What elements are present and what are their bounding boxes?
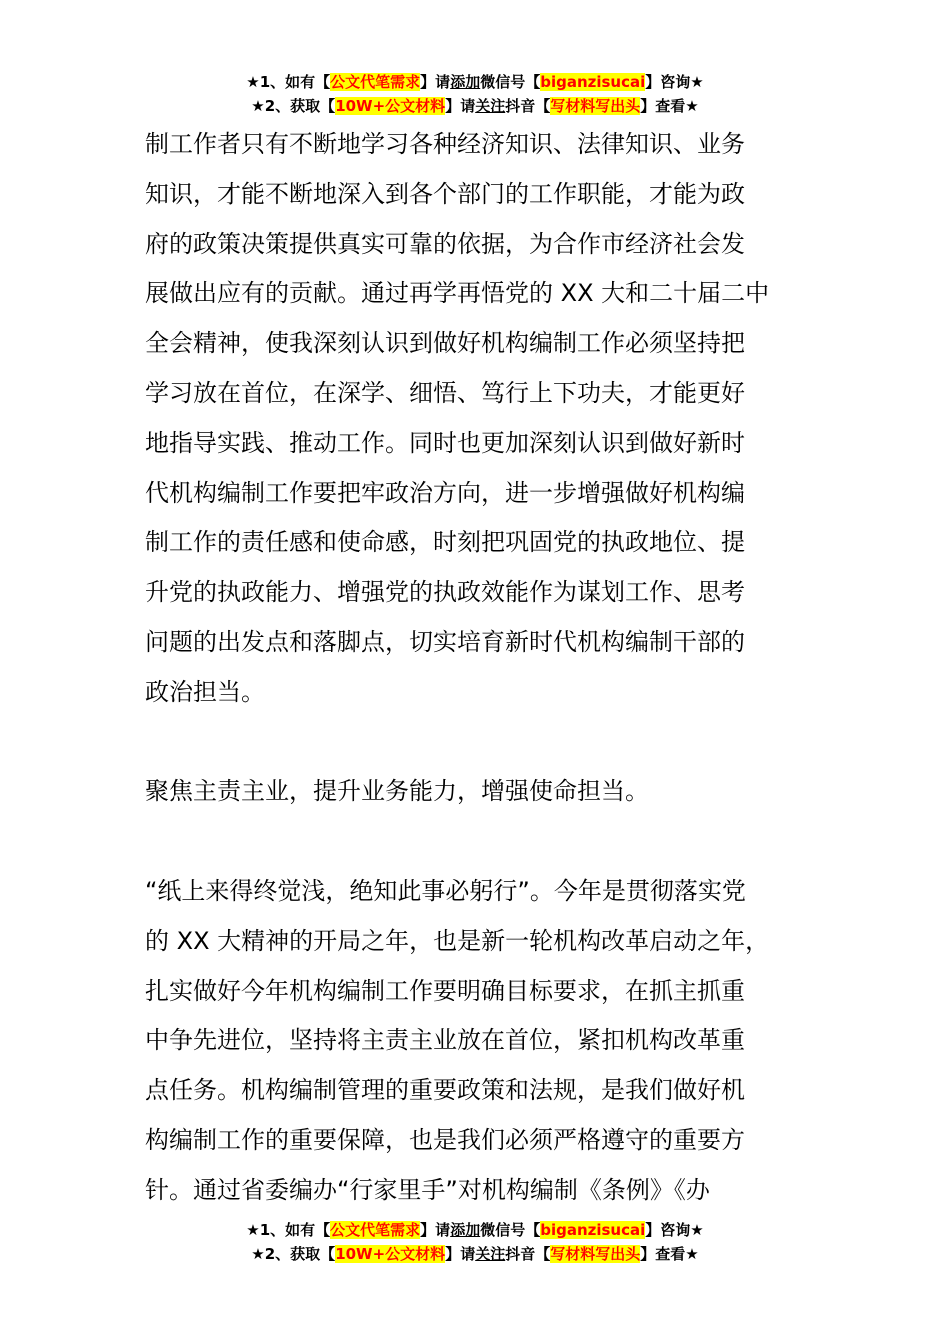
promo-underlined: 关注 <box>475 1245 506 1263</box>
promo-underlined: 关注 <box>475 97 506 115</box>
promo-line-1 <box>0 70 950 94</box>
promo-text: 】请 <box>445 1245 476 1263</box>
body-line: 制工作者只有不断地学习各种经济知识、法律知识、业务 <box>145 130 745 158</box>
body-line: 展做出应有的贡献。通过再学再悟党的 XX 大和二十届二中 <box>145 279 770 308</box>
body-line: 全会精神，使我深刻认识到做好机构编制工作必须坚持把 <box>145 329 745 358</box>
footer-promo-banner <box>0 1218 950 1266</box>
body-line: 代机构编制工作要把牢政治方向，进一步增强做好机构编 <box>145 478 745 507</box>
body-line: 中争先进位，坚持将主责主业放在首位，紧扣机构改革重 <box>145 1026 745 1055</box>
promo-text: ★1、如有【 <box>246 1221 331 1239</box>
promo-highlight: 10W+公文材料 <box>335 97 446 115</box>
body-line: “纸上来得终觉浅，绝知此事必躬行”。今年是贯彻落实党 <box>145 876 746 905</box>
promo-text: 】查看★ <box>640 97 699 115</box>
promo-text: 】请 <box>445 97 476 115</box>
body-line: 制工作的责任感和使命感，时刻把巩固党的执政地位、提 <box>145 528 745 557</box>
promo-text: ★1、如有【 <box>246 73 331 91</box>
promo-text: 抖音【 <box>505 97 551 115</box>
body-line: 扎实做好今年机构编制工作要明确目标要求，在抓主抓重 <box>145 976 745 1005</box>
body-line: 构编制工作的重要保障，也是我们必须严格遵守的重要方 <box>145 1125 745 1154</box>
promo-text: 】请 <box>420 1221 451 1239</box>
promo-text: ★2、获取【 <box>251 1245 336 1263</box>
promo-text: 】请 <box>420 73 451 91</box>
promo-text: 微信号【 <box>480 73 541 91</box>
body-line: 政治担当。 <box>145 677 265 706</box>
promo-text: 抖音【 <box>505 1245 551 1263</box>
promo-highlight: 写材料写出头 <box>550 1245 641 1263</box>
promo-highlight: 公文代笔需求 <box>330 73 421 91</box>
body-line: 府的政策决策提供真实可靠的依据，为合作市经济社会发 <box>145 229 745 258</box>
promo-text: ★2、获取【 <box>251 97 336 115</box>
promo-line-2 <box>0 94 950 118</box>
body-line: 升党的执政能力、增强党的执政效能作为谋划工作、思考 <box>145 578 745 607</box>
promo-text: 】咨询★ <box>645 1221 704 1239</box>
body-line: 的 XX 大精神的开局之年，也是新一轮机构改革启动之年， <box>145 926 770 955</box>
promo-text: 】查看★ <box>640 1245 699 1263</box>
promo-underlined: 添加 <box>450 1221 481 1239</box>
header-promo-banner <box>0 70 950 118</box>
body-line: 知识，才能不断地深入到各个部门的工作职能，才能为政 <box>145 179 745 208</box>
document-body <box>145 120 807 1216</box>
promo-highlight: 10W+公文材料 <box>335 1245 446 1263</box>
promo-highlight: 公文代笔需求 <box>330 1221 421 1239</box>
promo-line-1 <box>0 1218 950 1242</box>
section-heading: 聚焦主责主业，提升业务能力，增强使命担当。 <box>145 777 649 806</box>
promo-text: 】咨询★ <box>645 73 704 91</box>
promo-highlight: 写材料写出头 <box>550 97 641 115</box>
paragraph-gap <box>145 718 807 768</box>
promo-underlined: 添加 <box>450 73 481 91</box>
promo-highlight: biganzisucai <box>540 1221 646 1239</box>
body-line: 问题的出发点和落脚点，切实培育新时代机构编制干部的 <box>145 627 745 656</box>
body-line: 点任务。机构编制管理的重要政策和法规，是我们做好机 <box>145 1076 745 1105</box>
body-line: 学习放在首位，在深学、细悟、笃行上下功夫，才能更好 <box>145 378 745 407</box>
promo-text: 微信号【 <box>480 1221 541 1239</box>
body-line: 地指导实践、推动工作。同时也更加深刻认识到做好新时 <box>145 428 745 457</box>
paragraph-gap <box>145 817 807 867</box>
body-line: 针。通过省委编办“行家里手”对机构编制《条例》《办 <box>145 1175 710 1204</box>
promo-highlight: biganzisucai <box>540 73 646 91</box>
promo-line-2 <box>0 1242 950 1266</box>
